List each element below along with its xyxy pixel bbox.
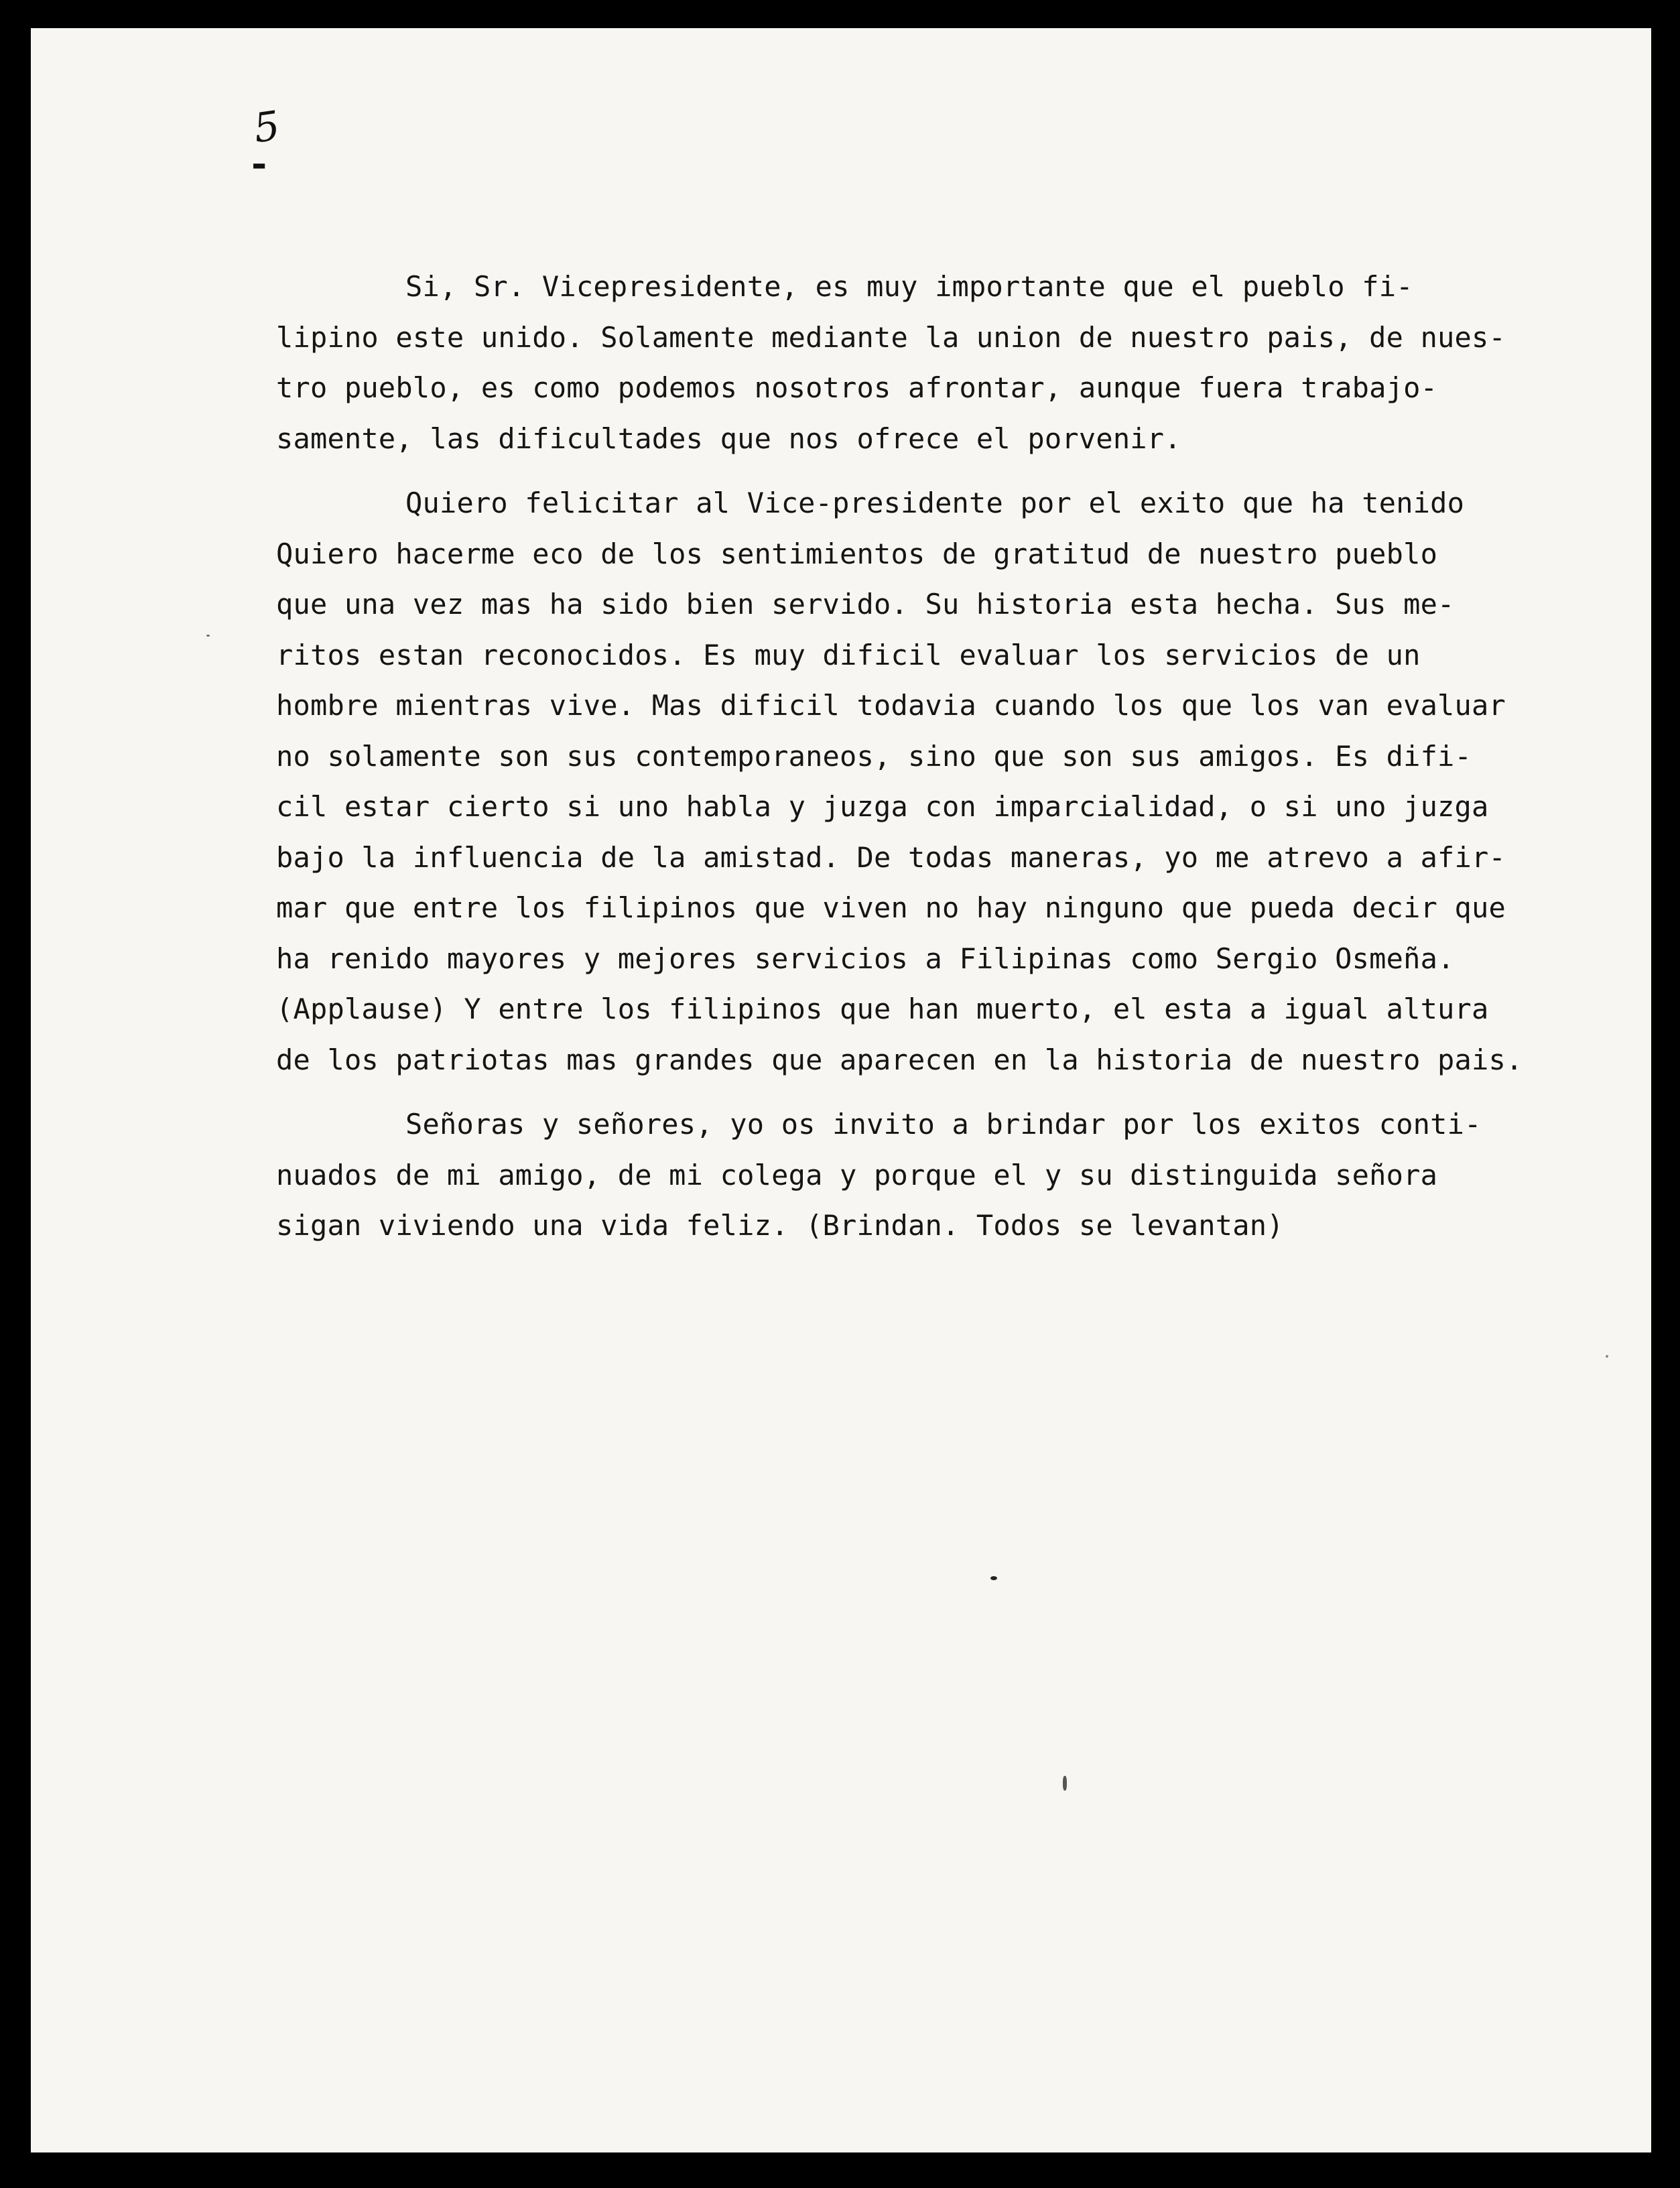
paragraph-1-line-1: Si, Sr. Vicepresidente, es muy importante que el pueblo fi- xyxy=(405,270,1413,303)
paragraph-3-line-3: sigan viviendo una vida feliz. (Brindan. Todos se levantan) xyxy=(276,1209,1284,1242)
paragraph-2-line-9: mar que entre los filipinos que viven no hay ninguno que pueda decir que xyxy=(276,891,1506,924)
paragraph-2-line-4: ritos estan reconocidos. Es muy dificil evaluar los servicios de un xyxy=(276,638,1421,671)
scan-speck xyxy=(1063,1776,1067,1791)
paragraph-2-line-5: hombre mientras vive. Mas dificil todavia cuando los que los van evaluar xyxy=(276,689,1506,722)
paragraph-1-line-4: samente, las dificultades que nos ofrece el porvenir. xyxy=(276,422,1181,455)
paragraph-3 xyxy=(276,1099,1549,1251)
scan-speck xyxy=(206,635,210,637)
paragraph-2-line-3: que una vez mas ha sido bien servido. Su historia esta hecha. Sus me- xyxy=(276,588,1455,621)
paragraph-2-line-11: (Applause) Y entre los filipinos que han muerto, el esta a igual altura xyxy=(276,992,1489,1025)
paragraph-3-line-1: Señoras y señores, yo os invito a brindar por los exitos conti- xyxy=(405,1108,1482,1141)
paragraph-2-line-2: Quiero hacerme eco de los sentimientos de gratitud de nuestro pueblo xyxy=(276,537,1438,570)
paragraph-1-line-2: lipino este unido. Solamente mediante la union de nuestro pais, de nues- xyxy=(276,320,1506,354)
paragraph-2-line-8: bajo la influencia de la amistad. De todas maneras, yo me atrevo a afir- xyxy=(276,840,1506,874)
typed-letter-body xyxy=(276,261,1549,1265)
page-number-value: 5 xyxy=(251,102,283,153)
document-page xyxy=(31,28,1651,2152)
paragraph-2-line-6: no solamente son sus contemporaneos, sino que son sus amigos. Es difi- xyxy=(276,739,1472,773)
paragraph-1 xyxy=(276,261,1549,464)
paragraph-2-line-1: Quiero felicitar al Vice-presidente por el exito que ha tenido xyxy=(405,487,1465,519)
paragraph-2-line-7: cil estar cierto si uno habla y juzga con imparcialidad, o si uno juzga xyxy=(276,790,1489,823)
paragraph-2-line-12: de los patriotas mas grandes que aparecen en la historia de nuestro pais. xyxy=(276,1043,1523,1076)
paragraph-1-line-3: tro pueblo, es como podemos nosotros afrontar, aunque fuera trabajo- xyxy=(276,371,1438,404)
scan-speck xyxy=(1606,1355,1608,1358)
page-number xyxy=(251,102,283,186)
paragraph-2 xyxy=(276,478,1549,1085)
scan-speck xyxy=(990,1576,997,1580)
paragraph-3-line-2: nuados de mi amigo, de mi colega y porque el y su distinguida señora xyxy=(276,1158,1438,1192)
paragraph-2-line-10: ha renido mayores y mejores servicios a Filipinas como Sergio Osmeña. xyxy=(276,942,1455,975)
page-number-dash: - xyxy=(251,141,267,186)
